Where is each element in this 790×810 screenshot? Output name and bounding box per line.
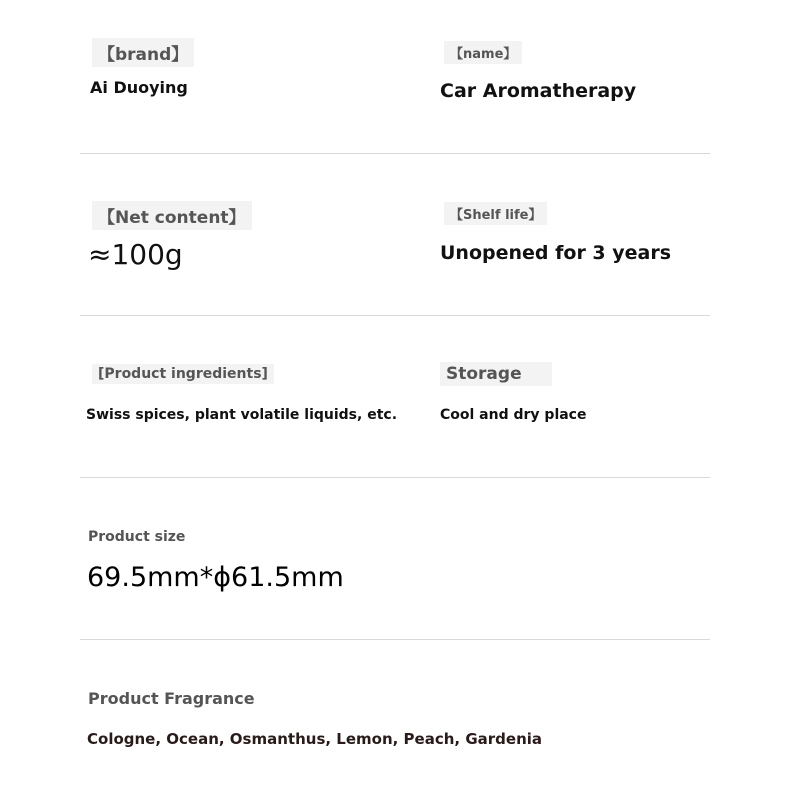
storage-label: Storage xyxy=(440,362,552,386)
shelf-life-value: Unopened for 3 years xyxy=(440,242,672,264)
ingredients-label: [Product ingredients] xyxy=(92,364,274,384)
brand-value: Ai Duoying xyxy=(90,78,188,97)
brand-label: 【brand】 xyxy=(92,38,194,67)
fragrance-section xyxy=(0,640,790,810)
ingredients-value: Swiss spices, plant volatile liquids, etc. xyxy=(86,407,398,423)
size-value: 69.5mm*ϕ61.5mm xyxy=(87,562,344,593)
size-section xyxy=(0,478,790,638)
shelf-life-label: 【Shelf life】 xyxy=(444,202,547,225)
name-label: 【name】 xyxy=(444,41,522,64)
storage-value: Cool and dry place xyxy=(440,407,587,423)
fragrance-label: Product Fragrance xyxy=(88,689,255,708)
brand-section xyxy=(0,0,790,150)
net-content-value: ≈100g xyxy=(88,238,183,271)
fragrance-value: Cologne, Ocean, Osmanthus, Lemon, Peach, Gardenia xyxy=(87,730,543,748)
size-label: Product size xyxy=(88,529,186,545)
name-value: Car Aromatherapy xyxy=(440,80,637,102)
net-content-label: 【Net content】 xyxy=(92,201,252,230)
net-content-section xyxy=(0,154,790,314)
ingredients-section xyxy=(0,316,790,476)
